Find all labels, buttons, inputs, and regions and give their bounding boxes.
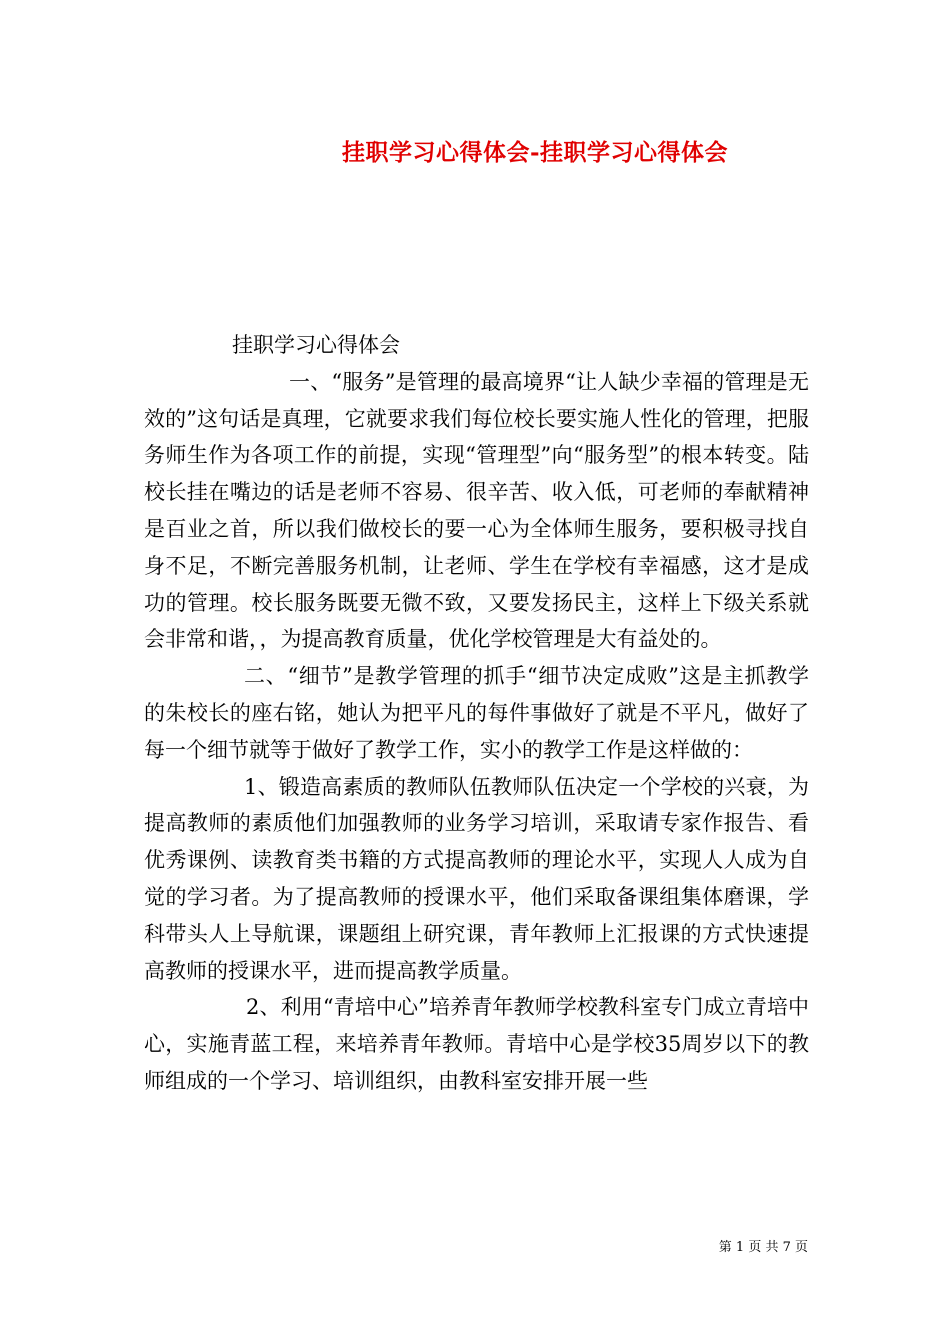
paragraph-service: 一、“服务”是管理的最高境界“让人缺少幸福的管理是无效的”这句话是真理，它就要求我们每位校长要实施人性化的管理，把服务师生作为各项工作的前提，实现“管理型”向“服务型”的根本转变。陆校长挂在嘴边的话是老师不容易、很辛苦、收入低，可老师的奉献精神是百业之首，所以我们做校长的要一心为全体师生服务，要积极寻找自身不足，不断完善服务机制，让老师、学生在学校有幸福感，这才是成功的管理。校长服务既要无微不致，又要发扬民主，这样上下级关系就会非常和谐，，为提高教育质量，优化学校管理是大有益处的。 xyxy=(144,369,809,652)
page-number-footer: 第 1 页 共 7 页 xyxy=(718,1240,808,1255)
document-body xyxy=(144,327,809,1100)
paragraph-detail: 二、“细节”是教学管理的抓手“细节决定成败”这是主抓教学的朱校长的座右铭，她认为把平凡的每件事做好了就是不平凡，做好了每一个细节就等于做好了教学工作，实小的教学工作是这样做的： xyxy=(144,664,809,762)
paragraph-teacher-team: 1、锻造高素质的教师队伍教师队伍决定一个学校的兴衰，为提高教师的素质他们加强教师的业务学习培训，采取请专家作报告、看优秀课例、读教育类书籍的方式提高教师的理论水平，实现人人成为自觉的学习者。为了提高教师的授课水平，他们采取备课组集体磨课，学科带头人上导航课，课题组上研究课，青年教师上汇报课的方式快速提高教师的授课水平，进而提高教学质量。 xyxy=(144,774,809,983)
paragraph-youth-center: 2、利用“青培中心”培养青年教师学校教科室专门成立青培中心，实施青蓝工程，来培养青年教师。青培中心是学校35周岁以下的教师组成的一个学习、培训组织，由教科室安排开展一些 xyxy=(144,995,809,1093)
document-title: 挂职学习心得体会-挂职学习心得体会 xyxy=(341,139,729,166)
sub-heading: 挂职学习心得体会 xyxy=(232,333,400,357)
